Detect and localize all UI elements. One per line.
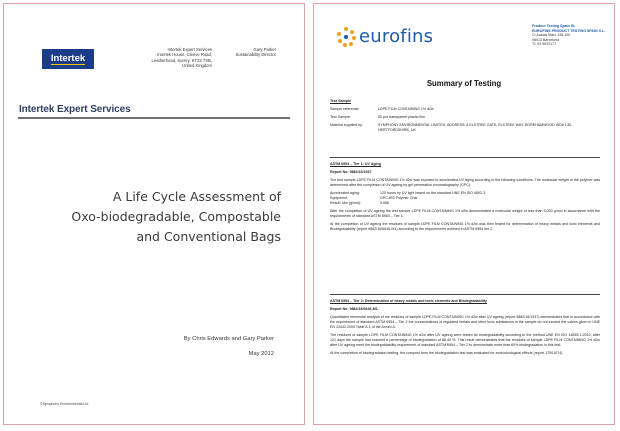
paragraph: After the completion of UV ageing the test sample LDPE FILM CONTAINING 1% d2w demonstrated a molecular weight of less than 5,000 g/mol in accordance with the requirements of standard ASTM 6954 – Tier 1. xyxy=(330,209,600,218)
title-line: A Life Cycle Assessment of xyxy=(112,189,281,204)
lab-address xyxy=(532,24,605,47)
row-value: SYMPHONY ENVIRONMENTAL LIMITED, ADDRESS: 6 ELSTREE GATE, ELSTREE WAY, BOREHAMWOOD WD6 1JD, HERTFORDSHIRE, UK xyxy=(378,123,573,132)
row-value: LDPE FILM CONTAINING 1% d2w xyxy=(378,107,434,111)
test-sample-section xyxy=(330,99,600,133)
address-line: United Kingdom xyxy=(182,63,212,69)
title-line: and Conventional Bags xyxy=(136,229,281,244)
row-value: GPC-IR5 Polymer Char xyxy=(380,196,418,200)
report-cover-page xyxy=(3,3,305,425)
lab-name: Product Testing Spain SL xyxy=(532,24,576,28)
address-line: Intertek Expert Services xyxy=(167,47,212,52)
contact-block xyxy=(216,47,276,58)
row-label: Equipment: xyxy=(330,196,349,200)
conditions-list xyxy=(330,191,600,206)
section-heading: ASTM 6954 – Tier 2: Determination of heavy metals and toxic elements and Biodegradability xyxy=(330,299,487,303)
section-heading: Test Sample xyxy=(330,99,351,103)
address-line: Intertek House, Cleeve Road, xyxy=(157,52,212,58)
paragraph: At the completion of biodegradation testing, the compost from the biodegradation test was evaluated for ecotoxicological effects (report 17001074). xyxy=(330,351,564,355)
row-label: Accelerated aging: xyxy=(330,191,360,195)
eurofins-wordmark: eurofins xyxy=(359,26,434,47)
eurofins-logo xyxy=(336,26,433,47)
paragraph: At the completion of UV ageing the residues of sample LDPE FILM CONTAINING 1% d2w was then tested for determination of heavy metals and toxic elements and Biodegradability (report 9882/16/6646-M1) according to the requirements outlined in ASTM 6954 tier 2. xyxy=(330,222,600,231)
phone-line: Tf. 93 5533177 xyxy=(532,42,557,47)
sample-row xyxy=(330,123,600,133)
divider xyxy=(330,294,600,295)
paragraph: The residues of sample LDPE FILM CONTAINING 1% d2w after UV ageing were tested for biodegradability according to the method UNE EN ISO 14855-1:2012, after 121 days the sample had reached a percentage of biodegradation of 88.40 %. This result demonstrates that the residues of sample LDPE FILM CONTAINING 1% d2w after UV ageing meet the biodegradability requirement of standard ASTM 6954 – Tier 2 to demonstrate more than 60% biodegradation in this test. xyxy=(330,333,600,347)
intertek-logo: Intertek xyxy=(42,49,94,69)
divider xyxy=(330,157,600,158)
row-value: 120 hours by UV light based on the standard UNE EN ISO 4892-3. xyxy=(380,191,487,195)
report-number: Report No: 9882/16/1937 xyxy=(330,170,372,174)
row-label: Material supplied by: xyxy=(330,123,363,127)
contact-role: Sustainability Director xyxy=(235,52,276,58)
section-heading: ASTM 6954 – Tier 1: UV Aging xyxy=(330,162,381,166)
copyright-notice: ©Symphony Environmental Ltd xyxy=(40,402,89,406)
row-value: 3.066 xyxy=(380,201,389,205)
address-line: 08013 Barcelona xyxy=(532,37,560,42)
row-label: Result: Mw (g/mol): xyxy=(330,201,361,205)
report-authors: By Chris Edwards and Gary Parker xyxy=(183,336,274,342)
row-value: 50 µm transparent plastic film xyxy=(378,115,426,119)
paragraph: The test sample LDPE FILM CONTAINING 1% d2w was exposed to accelerated UV aging according to the following conditions. The molecular weight of the polymer was determined after the completion of UV ageing by gel permeation chromatography (GPC). xyxy=(330,178,600,187)
test-summary-page xyxy=(313,3,615,425)
section-title: Intertek Expert Services xyxy=(19,104,131,115)
eurofins-dots-icon xyxy=(336,27,356,47)
intertek-address xyxy=(100,47,212,69)
contact-name: Gary Parker xyxy=(253,47,276,52)
lab-legal-name: EUROFINS PRODUCT TESTING SPAIN S.L. xyxy=(532,28,606,33)
condition-row xyxy=(330,201,600,206)
section-header-bar xyxy=(18,104,290,119)
report-title xyxy=(44,187,281,247)
paragraph: Quantitative elemental analysis of the residues of sample LDPE FILM CONTAINING 1% d2w after UV ageing (report 9882/16/1937) demonstrates that in accordance with the requirement of standard ASTM 6954 – Tier 2 the concentrations of regulated metals and other toxic substances in the sample do not exceed the values given in UNE EN 13432:2000 Table A.1 of the Annex A. xyxy=(330,315,600,329)
row-label: Sample reference: xyxy=(330,107,360,111)
report-number: Report No: 9882/16/6646-M1 xyxy=(330,307,378,311)
tier2-section xyxy=(330,299,600,356)
tier1-section xyxy=(330,162,600,232)
row-label: Test Sample: xyxy=(330,115,351,119)
sample-row xyxy=(330,107,600,112)
title-line: Oxo-biodegradable, Compostable xyxy=(71,209,281,224)
report-date: May 2012 xyxy=(248,351,274,357)
address-line: C/ Ausias Marc 148-150 xyxy=(532,33,571,38)
sample-row xyxy=(330,115,600,120)
summary-title: Summary of Testing xyxy=(426,79,502,88)
address-line: Leatherhead, Surrey, KT22 7SB, xyxy=(151,57,212,63)
